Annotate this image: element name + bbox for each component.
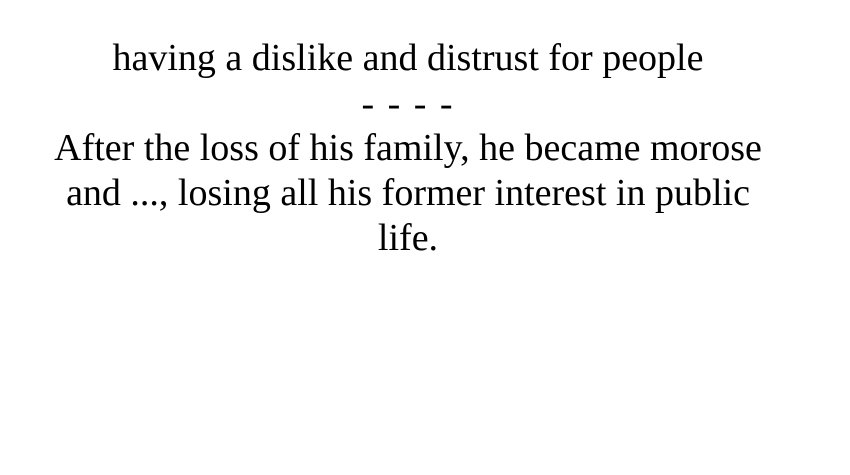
separator-dashes: - - - - xyxy=(361,83,455,125)
example-sentence: After the loss of his family, he became morose and ..., losing all his former interest in public life. xyxy=(54,127,762,259)
definition-text: having a dislike and distrust for people xyxy=(112,37,704,79)
